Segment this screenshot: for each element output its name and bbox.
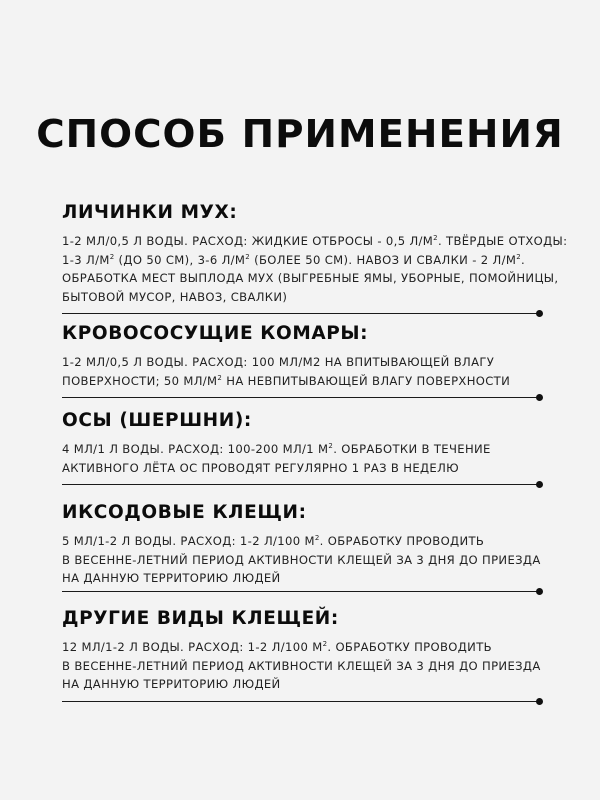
superscript: 2 bbox=[109, 252, 115, 261]
superscript: 2 bbox=[328, 442, 334, 450]
page-title: СПОСОБ ПРИМЕНЕНИЯ bbox=[36, 112, 564, 156]
section-heading: КРОВОСОСУЩИЕ КОМАРЫ: bbox=[62, 323, 369, 344]
divider-dot bbox=[536, 394, 543, 401]
body-line bbox=[62, 569, 552, 588]
body-line bbox=[62, 675, 552, 694]
section-heading: ИКСОДОВЫЕ КЛЕЩИ: bbox=[62, 502, 307, 523]
section-body bbox=[62, 353, 552, 390]
text-run: 5 МЛ/1-2 Л ВОДЫ. РАСХОД: 1-2 Л/100 М bbox=[62, 534, 315, 548]
section-other-ticks bbox=[62, 608, 552, 702]
body-line bbox=[62, 232, 568, 251]
body-line bbox=[62, 657, 552, 676]
text-run: В ВЕСЕННЕ-ЛЕТНИЙ ПЕРИОД АКТИВНОСТИ КЛЕЩЕЙ ЗА 3 ДНЯ ДО ПРИЕЗДА bbox=[62, 658, 541, 673]
section-body bbox=[62, 532, 552, 588]
body-line bbox=[62, 551, 552, 570]
text-run: АКТИВНОГО ЛЁТА ОС ПРОВОДЯТ РЕГУЛЯРНО 1 РАЗ В НЕДЕЛЮ bbox=[62, 460, 460, 475]
section-divider-wrap bbox=[62, 591, 552, 592]
text-run: НА НЕВПИТЫВАЮЩЕЙ ВЛАГУ ПОВЕРХНОСТИ bbox=[222, 373, 511, 388]
text-run: НА ДАННУЮ ТЕРРИТОРИЮ ЛЮДЕЙ bbox=[62, 571, 281, 585]
divider-dot bbox=[536, 310, 543, 317]
section-divider bbox=[62, 397, 538, 398]
section-fly-larvae bbox=[62, 202, 568, 314]
section-body bbox=[62, 232, 568, 306]
text-run: (ДО 50 СМ), 3-6 Л/М bbox=[114, 252, 246, 267]
text-run: ОБРАБОТКА МЕСТ ВЫПЛОДА МУХ (ВЫГРЕБНЫЕ ЯМЫ, УБОРНЫЕ, ПОМОЙНИЦЫ, bbox=[62, 271, 559, 285]
text-run: 1-3 Л/М bbox=[62, 252, 110, 267]
text-run: . bbox=[521, 252, 526, 267]
section-divider bbox=[62, 313, 538, 314]
section-heading: ОСЫ (ШЕРШНИ): bbox=[62, 410, 252, 431]
body-line bbox=[62, 372, 552, 391]
section-divider bbox=[62, 484, 538, 485]
text-run: . ТВЁРДЫЕ ОТХОДЫ: bbox=[437, 234, 568, 248]
text-run: . ОБРАБОТКУ ПРОВОДИТЬ bbox=[319, 534, 485, 548]
text-run: . ОБРАБОТКИ В ТЕЧЕНИЕ bbox=[333, 442, 491, 456]
section-mosquitoes bbox=[62, 323, 552, 398]
body-line bbox=[62, 532, 552, 551]
section-heading: ДРУГИЕ ВИДЫ КЛЕЩЕЙ: bbox=[62, 608, 339, 629]
superscript: 2 bbox=[314, 534, 320, 542]
text-run: 1-2 МЛ/0,5 Л ВОДЫ. РАСХОД: 100 МЛ/М2 НА ВПИТЫВАЮЩЕЙ ВЛАГУ bbox=[62, 355, 495, 369]
text-run: 1-2 МЛ/0,5 Л ВОДЫ. РАСХОД: ЖИДКИЕ ОТБРОСЫ - 0,5 Л/М bbox=[62, 234, 434, 248]
text-run: 12 МЛ/1-2 Л ВОДЫ. РАСХОД: 1-2 Л/100 М bbox=[62, 640, 323, 654]
text-run: БЫТОВОЙ МУСОР, НАВОЗ, СВАЛКИ) bbox=[62, 289, 288, 304]
body-line bbox=[62, 459, 552, 478]
body-line bbox=[62, 638, 552, 657]
section-divider bbox=[62, 701, 538, 702]
body-line bbox=[62, 353, 552, 372]
superscript: 2 bbox=[322, 640, 328, 648]
superscript: 2 bbox=[245, 252, 251, 261]
section-body bbox=[62, 440, 552, 477]
text-run: ПОВЕРХНОСТИ; 50 МЛ/М bbox=[62, 373, 218, 388]
superscript: 2 bbox=[433, 234, 438, 242]
body-line bbox=[62, 440, 552, 459]
text-run: 4 МЛ/1 Л ВОДЫ. РАСХОД: 100-200 МЛ/1 М bbox=[62, 442, 329, 456]
body-line bbox=[62, 251, 552, 270]
body-line bbox=[62, 269, 559, 288]
text-run: НА ДАННУЮ ТЕРРИТОРИЮ ЛЮДЕЙ bbox=[62, 677, 281, 691]
divider-dot bbox=[536, 698, 543, 705]
text-run: (БОЛЕЕ 50 СМ). НАВОЗ И СВАЛКИ - 2 Л/М bbox=[250, 252, 517, 267]
section-ixodid-ticks bbox=[62, 502, 552, 588]
superscript: 2 bbox=[217, 373, 223, 382]
divider-dot bbox=[536, 588, 543, 595]
body-line bbox=[62, 288, 552, 307]
section-wasps bbox=[62, 410, 552, 485]
section-heading: ЛИЧИНКИ МУХ: bbox=[62, 202, 238, 223]
text-run: В ВЕСЕННЕ-ЛЕТНИЙ ПЕРИОД АКТИВНОСТИ КЛЕЩЕЙ ЗА 3 ДНЯ ДО ПРИЕЗДА bbox=[62, 552, 541, 567]
superscript: 2 bbox=[516, 252, 522, 261]
divider-dot bbox=[536, 481, 543, 488]
text-run: . ОБРАБОТКУ ПРОВОДИТЬ bbox=[327, 640, 492, 654]
section-body bbox=[62, 638, 552, 694]
section-divider bbox=[62, 591, 538, 592]
